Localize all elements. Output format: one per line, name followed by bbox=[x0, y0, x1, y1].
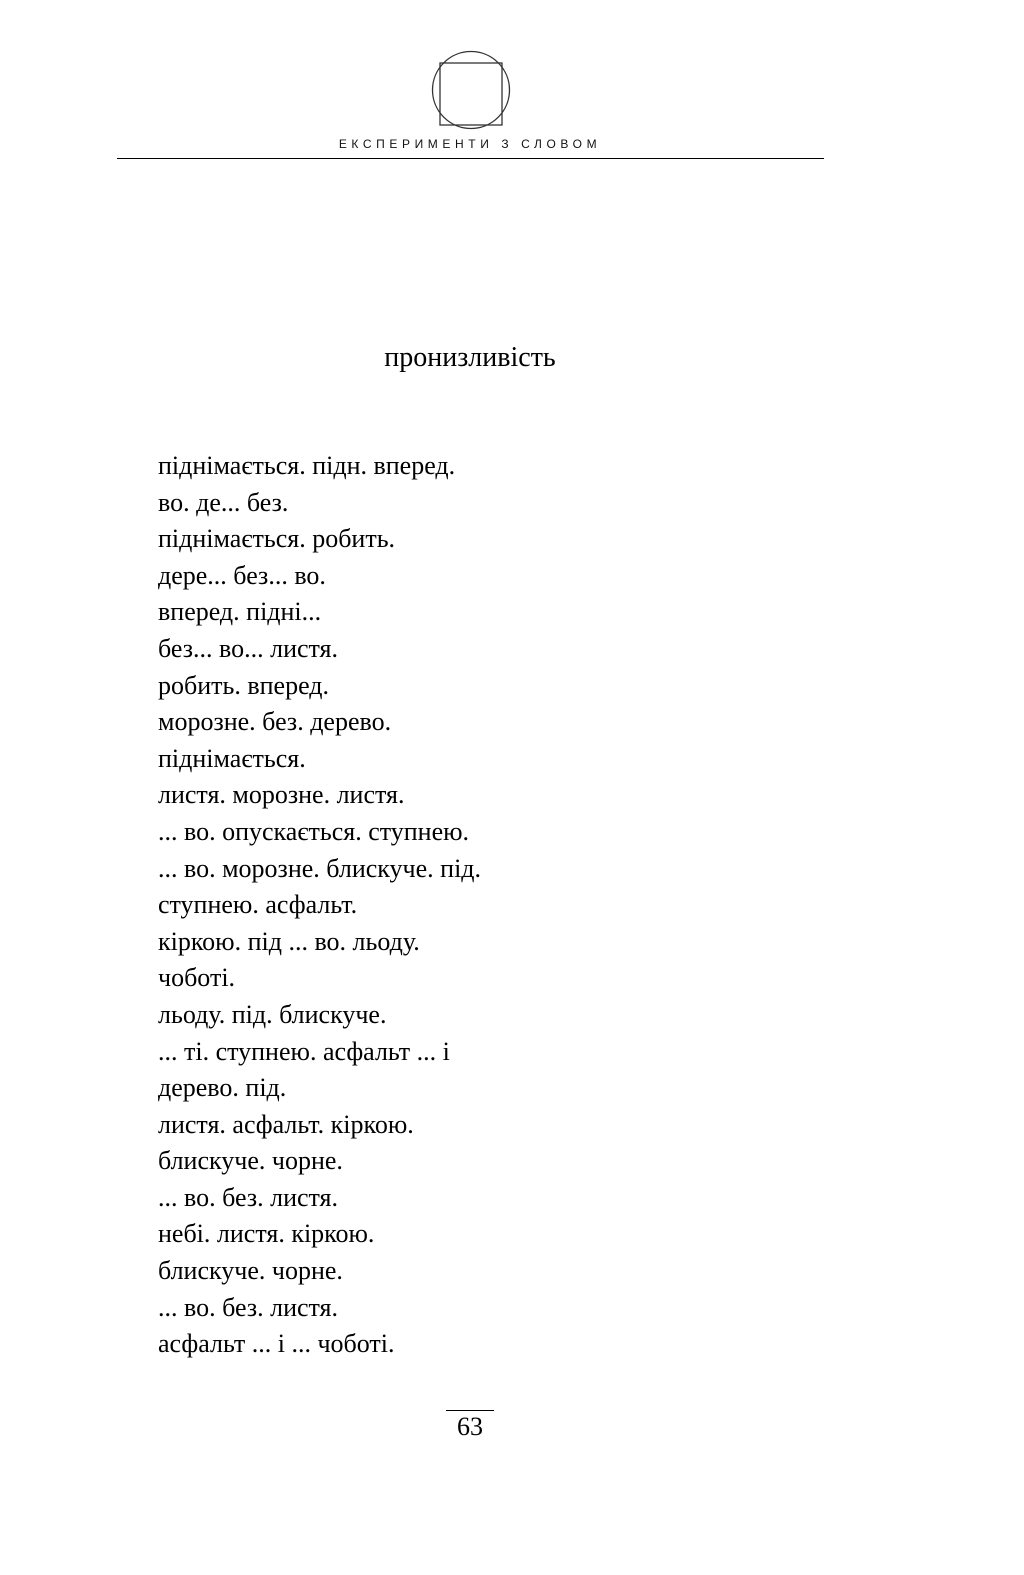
poem-line: ... во. без. листя. bbox=[158, 1182, 339, 1212]
poem-line: вперед. підні... bbox=[158, 597, 322, 627]
poem-line: ... во. без. листя. bbox=[158, 1292, 339, 1322]
poem-line: піднімається. bbox=[158, 743, 306, 773]
poem-line: листя. морозне. листя. bbox=[158, 780, 405, 810]
running-head: ЕКСПЕРИМЕНТИ З СЛОВОМ bbox=[338, 137, 602, 151]
poem-line: морозне. без. дерево. bbox=[158, 707, 392, 737]
page-number: 63 bbox=[446, 1410, 494, 1442]
poem-line: во. де... без. bbox=[158, 487, 289, 517]
poem-line: чоботі. bbox=[158, 963, 236, 993]
poem-title: пронизливість bbox=[384, 342, 556, 373]
circle-square-logo-icon bbox=[431, 50, 511, 130]
poem-line: дерево. під. bbox=[158, 1073, 287, 1103]
poem-line: асфальт ... і ... чоботі. bbox=[158, 1329, 395, 1359]
poem-line: небі. листя. кіркою. bbox=[158, 1219, 375, 1249]
poem-line: кіркою. під ... во. льоду. bbox=[158, 926, 420, 956]
poem-line: льоду. під. блискуче. bbox=[158, 999, 387, 1029]
poem-line: листя. асфальт. кіркою. bbox=[158, 1109, 414, 1139]
poem-line: ступнею. асфальт. bbox=[158, 890, 358, 920]
poem-line: дере... без... во. bbox=[158, 560, 326, 590]
poem-line: піднімається. робить. bbox=[158, 524, 396, 554]
poem-line: ... во. опускається. ступнею. bbox=[158, 816, 470, 846]
poem-line: без... во... листя. bbox=[158, 633, 339, 663]
poem-line: ... во. морозне. блискуче. під. bbox=[158, 853, 482, 883]
poem-line: піднімається. підн. вперед. bbox=[158, 451, 456, 480]
poem-line: ... ті. ступнею. асфальт ... і bbox=[158, 1036, 450, 1066]
poem-line: блискуче. чорне. bbox=[158, 1146, 343, 1176]
poem-line: робить. вперед. bbox=[158, 670, 330, 700]
poem-body bbox=[158, 448, 481, 1363]
header-rule bbox=[117, 158, 824, 159]
poem-line: блискуче. чорне. bbox=[158, 1256, 343, 1286]
